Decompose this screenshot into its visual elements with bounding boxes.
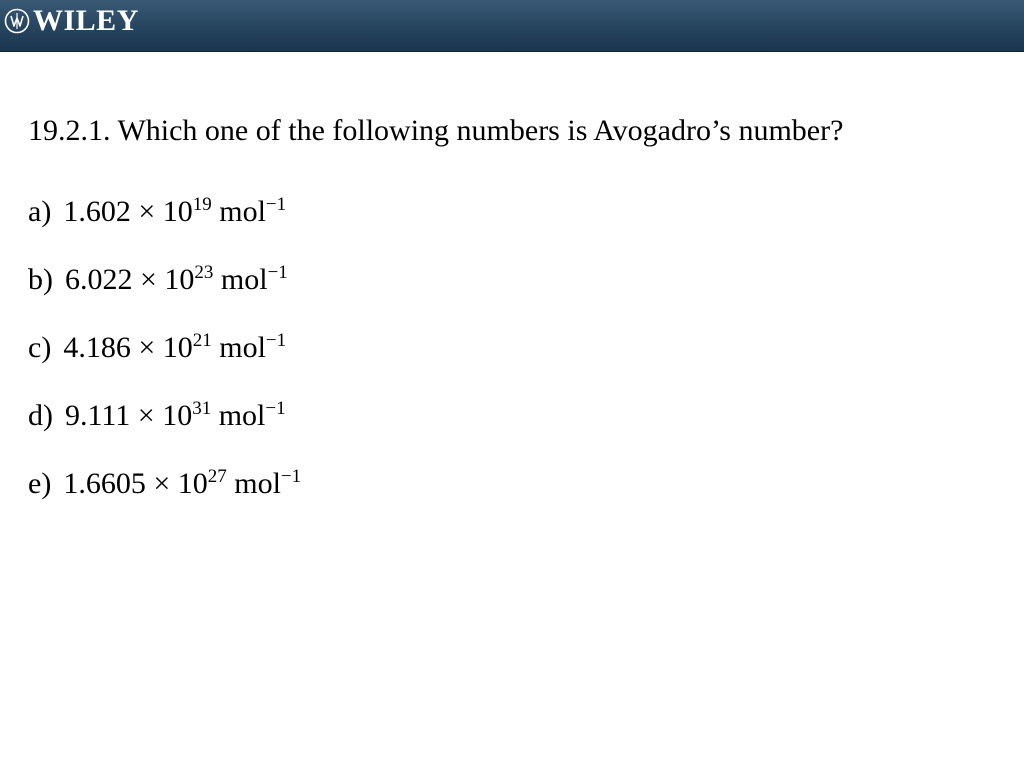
option-unit: mol [218, 399, 266, 432]
option-mantissa: 1.602 [63, 195, 131, 228]
wiley-logo [4, 3, 139, 39]
option-unit: mol [219, 195, 266, 228]
wiley-seal-icon [4, 8, 30, 34]
question-text: 19.2.1. Which one of the following numbers is Avogadro’s number? [28, 114, 844, 147]
option-letter: b) [28, 263, 53, 296]
option-base: 10 [162, 195, 193, 228]
unit-exponent: −1 [265, 398, 286, 419]
option-base: 10 [164, 263, 195, 296]
unit-exponent: −1 [265, 194, 287, 215]
option-mantissa: 4.186 [63, 331, 131, 364]
option-base: 10 [162, 399, 193, 432]
header-bar [0, 0, 1024, 52]
option-mantissa: 9.111 [65, 399, 131, 432]
option-e [28, 464, 301, 532]
option-letter: c) [28, 331, 52, 364]
option-b [28, 260, 301, 328]
times-symbol: × [138, 195, 156, 228]
option-exponent: 31 [192, 398, 212, 419]
answer-options [28, 192, 301, 532]
option-unit: mol [234, 467, 281, 500]
option-mantissa: 6.022 [65, 263, 133, 296]
unit-exponent: −1 [265, 330, 287, 351]
option-exponent: 23 [194, 262, 214, 283]
unit-exponent: −1 [280, 466, 302, 487]
option-base: 10 [177, 467, 208, 500]
times-symbol: × [140, 263, 157, 296]
option-letter: e) [28, 467, 52, 500]
logo-text: WILEY [33, 4, 139, 37]
option-exponent: 19 [192, 194, 212, 215]
times-symbol: × [138, 331, 156, 364]
option-letter: a) [28, 195, 52, 228]
option-c [28, 328, 301, 396]
option-a [28, 192, 301, 260]
option-letter: d) [28, 399, 53, 432]
option-exponent: 27 [207, 466, 227, 487]
unit-exponent: −1 [267, 262, 288, 283]
option-mantissa: 1.6605 [63, 467, 146, 500]
option-exponent: 21 [192, 330, 212, 351]
option-base: 10 [162, 331, 193, 364]
option-unit: mol [220, 263, 268, 296]
option-unit: mol [219, 331, 266, 364]
times-symbol: × [153, 467, 171, 500]
times-symbol: × [137, 399, 155, 432]
option-d [28, 396, 301, 464]
